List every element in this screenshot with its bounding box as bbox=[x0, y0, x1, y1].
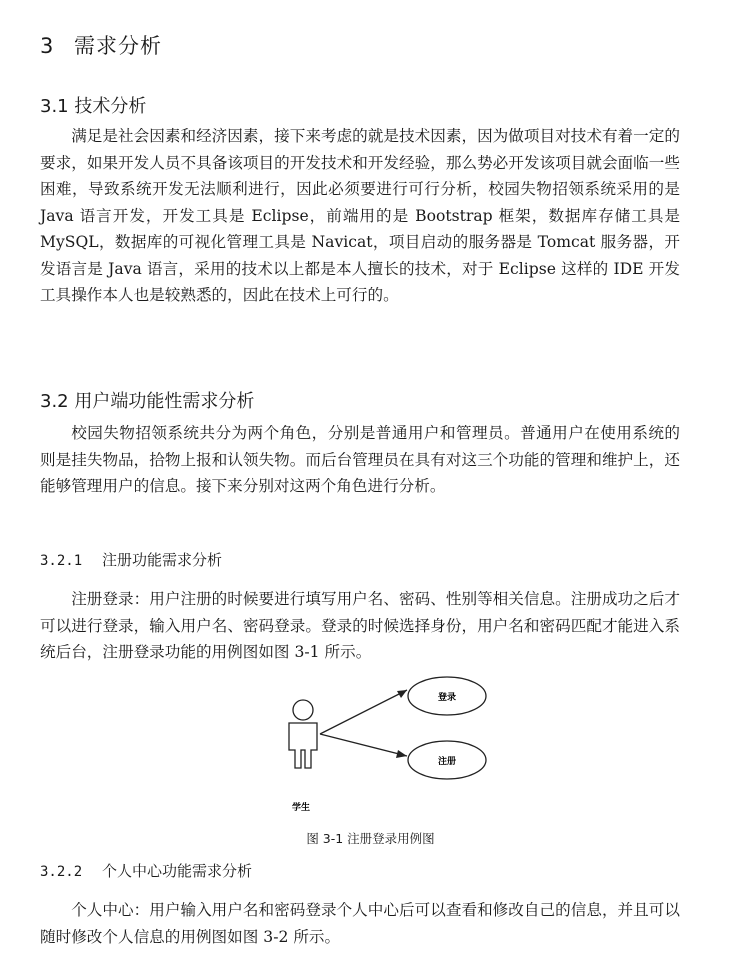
association-login bbox=[320, 690, 407, 734]
chapter-title: 需求分析 bbox=[74, 34, 162, 58]
actor-label: 学生 bbox=[292, 803, 311, 813]
section-register-title: 注册功能需求分析 bbox=[102, 551, 223, 569]
arrowhead-register bbox=[396, 750, 407, 758]
figure-caption: 图 3-1 注册登录用例图 bbox=[306, 831, 435, 846]
section-tech-heading: 3.1 技术分析 bbox=[40, 96, 147, 117]
use-case-svg bbox=[270, 676, 500, 826]
section-register-paragraph: 注册登录：用户注册的时候要进行填写用户名、密码、性别等相关信息。注册成功之后才可以进行登录，输入用户名、密码登录。登录的时候选择身份，用户名和密码匹配才能进入系统后台，注册登录功能的用例图如图 3-1 所示。 bbox=[40, 590, 680, 661]
section-profile-number: 3.2.2 bbox=[40, 864, 83, 880]
section-register-heading bbox=[40, 549, 222, 570]
section-tech-paragraph: 满足是社会因素和经济因素，接下来考虑的就是技术因素，因为做项目对技术有着一定的要求，如果开发人员不具备该项目的开发技术和开发经验，那么势必开发该项目就会面临一些困难，导致系统开发无法顺利进行，因此必须要进行可行分析，校园失物招领系统采用的是 Java 语言开发，开发工具是 Eclipse，前端用的是 Bootstrap 框架，数据库存储工具是 MySQL，数据库的可视化管理工具是 Navicat，项目启动的服务器是 Tomcat 服务器，开发语言是 Java 语言，采用的技术以上都是本人擅长的技术，对于 Eclipse 这样的 IDE 开发工具操作本人也是较熟悉的，因此在技术上可行的。 bbox=[40, 127, 680, 304]
usecase-register-label: 注册 bbox=[438, 757, 457, 767]
usecase-login-label: 登录 bbox=[438, 693, 457, 703]
chapter-heading bbox=[40, 30, 162, 60]
section-profile-paragraph: 个人中心：用户输入用户名和密码登录个人中心后可以查看和修改自己的信息，并且可以随时修改个人信息的用例图如图 3-2 所示。 bbox=[40, 901, 680, 946]
section-user-paragraph: 校园失物招领系统共分为两个角色，分别是普通用户和管理员。普通用户在使用系统的 则是挂失物品，拾物上报和认领失物。而后台管理员在具有对这三个功能的管理和维护上，还能够管理用户的信息。接下来分别对这两个角色进行分析。 bbox=[40, 424, 680, 495]
use-case-diagram bbox=[270, 676, 500, 826]
section-user-heading: 3.2 用户端功能性需求分析 bbox=[40, 391, 255, 412]
association-register bbox=[320, 734, 407, 756]
actor-body bbox=[289, 723, 317, 768]
section-profile-heading bbox=[40, 860, 252, 881]
actor-stick-figure bbox=[289, 700, 317, 768]
section-register-number: 3.2.1 bbox=[40, 553, 83, 569]
chapter-number: 3 bbox=[40, 34, 55, 58]
section-profile-title: 个人中心功能需求分析 bbox=[102, 862, 253, 880]
actor-head bbox=[293, 700, 313, 720]
